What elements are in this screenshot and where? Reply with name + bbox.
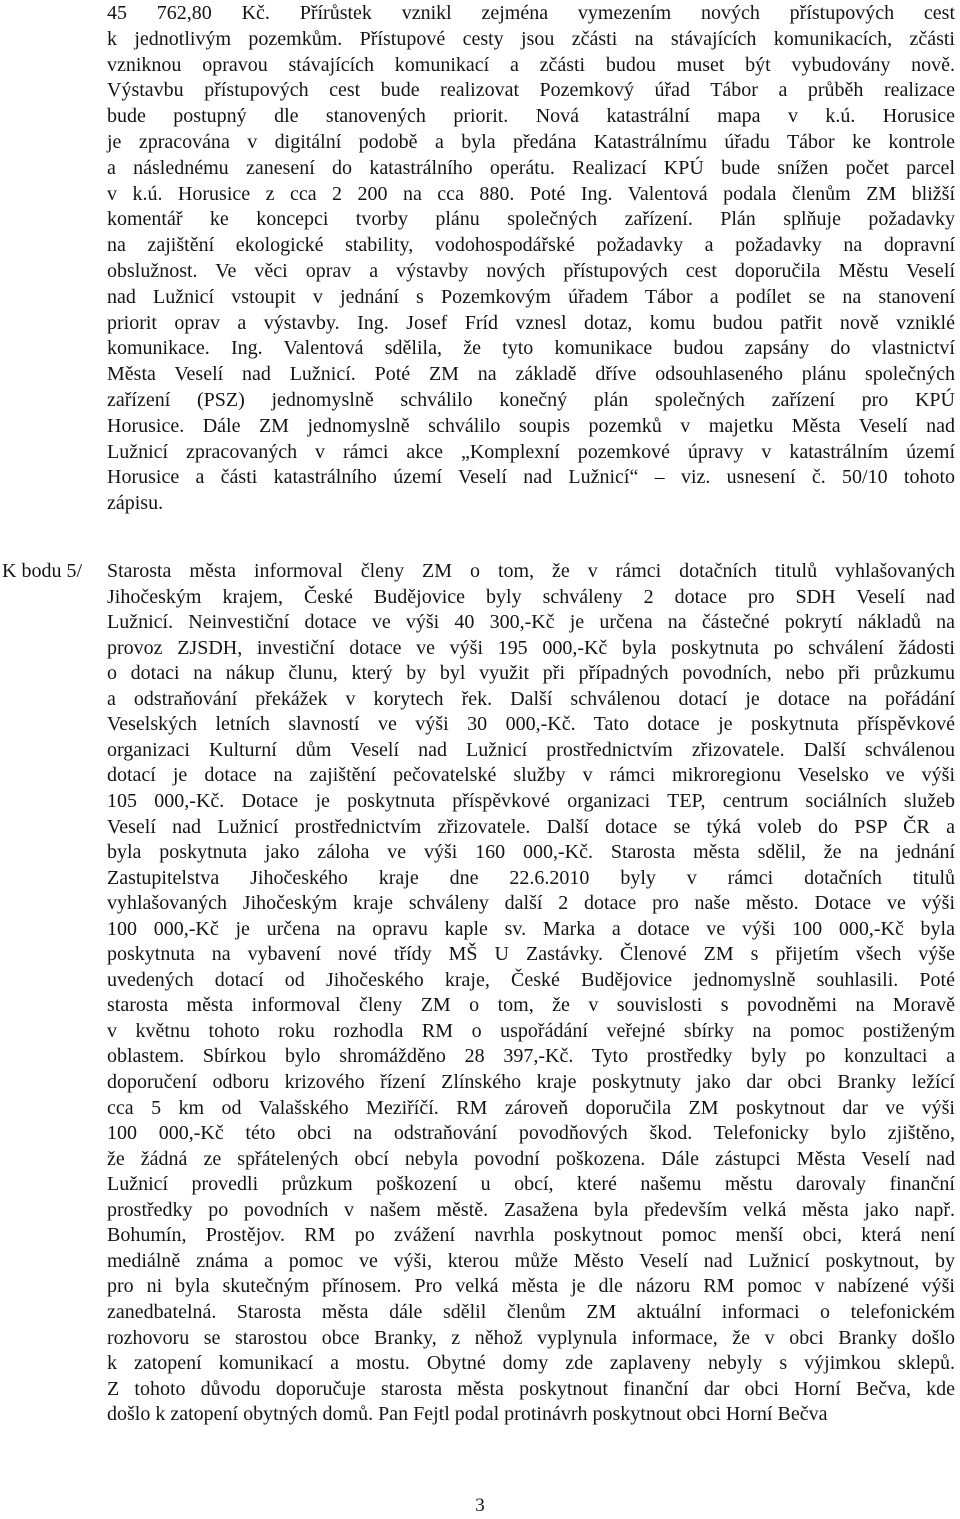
text-line: bude postupný dle stanovených priorit. Nová katastrální mapa v k.ú. Horusice [107, 105, 955, 128]
text-line: Bohumín, Prostějov. RM po zvážení navrhla poskytnout pomoc menší obci, která není [107, 1224, 955, 1247]
text-line: nad Lužnicí vstoupit v jednání s Pozemkovým úřadem Tábor a podílet se na stanovení [107, 285, 955, 308]
text-line: priorit oprav a výstavby. Ing. Josef Fríd vznesl dotaz, komu budou patřit nově vzniklé [107, 311, 955, 334]
text-line: Horusice. Dále ZM jednomyslně schválilo soupis pozemků v majetku Města Veselí nad [107, 414, 955, 437]
text-line: Horusice a části katastrálního území Veselí nad Lužnicí“ – viz. usnesení č. 50/10 tohoto [107, 466, 955, 489]
text-line: 105 000,-Kč. Dotace je poskytnuta příspěvkové organizaci TEP, centrum sociálních služeb [107, 789, 955, 812]
page-number: 3 [475, 1495, 485, 1516]
text-line: vzniknou opravou stávajících komunikací a zčásti budou muset být vybudovány nově. [107, 53, 955, 76]
text-line: k jednotlivým pozemkům. Přístupové cesty jsou zčásti na stávajících komunikacích, zčásti [107, 27, 955, 50]
text-line: 100 000,-Kč je určena na opravu kaple sv. Marka a dotace ve výši 100 000,-Kč byla [107, 917, 955, 940]
text-line: Z tohoto důvodu doporučuje starosta města poskytnout finanční dar obci Horní Bečva, kde [107, 1377, 955, 1400]
text-line: zanedbatelná. Starosta města dále sdělil členům ZM aktuální informaci o telefonickém [107, 1300, 955, 1323]
text-line: Lužnicí provedli průzkum poškození u obcí, které našemu městu darovaly finanční [107, 1173, 955, 1196]
text-line: zařízení (PSZ) jednomyslně schválilo konečný plán společných zařízení pro KPÚ [107, 389, 955, 411]
text-line: k zatopení komunikací a mostu. Obytné domy zde zaplaveny nebyly s výjimkou sklepů. [107, 1352, 955, 1375]
text-line: Veselí nad Lužnicí prostřednictvím zřizovatele. Další dotace se týká voleb do PSP ČR a [107, 815, 955, 838]
text-line: starosta města informoval členy ZM o tom, že v souvislosti s povodněmi na Moravě [107, 994, 955, 1017]
text-line: dotací je dotace na zajištění pečovatelské služby v rámci mikroregionu Veselsko ve výši [107, 764, 955, 787]
text-line: komunikace. Ing. Valentová sdělila, že tyto komunikace budou zapsány do vlastnictví [107, 337, 955, 360]
text-line: prostředky po povodních v našem městě. Zasažena byla především velká města jako např. [107, 1198, 955, 1221]
text-line: v k.ú. Horusice z cca 2 200 na cca 880. Poté Ing. Valentová podala členům ZM bližší [107, 182, 955, 205]
text-line: v květnu tohoto roku rozhodla RM o uspořádání veřejné sbírky na pomoc postiženým [107, 1019, 955, 1042]
text-line: cca 5 km od Valašského Meziříčí. RM zároveň doporučila ZM poskytnout dar ve výši [107, 1096, 955, 1119]
text-line: je zpracována v digitální podobě a byla předána Katastrálnímu úřadu Tábor ke kontrole [107, 131, 955, 153]
text-line: Výstavbu přístupových cest bude realizovat Pozemkový úřad Tábor a průběh realizace [107, 79, 955, 102]
item-5-label: K bodu 5/ [2, 560, 82, 582]
text-line: Jihočeským krajem, České Budějovice byly schváleny 2 dotace pro SDH Veselí nad [107, 585, 955, 608]
text-line: Zastupitelstva Jihočeského kraje dne 22.6.2010 byly v rámci dotačních titulů [107, 866, 955, 889]
text-line: Města Veselí nad Lužnicí. Poté ZM na základě dříve odsouhlaseného plánu společných [107, 363, 955, 386]
text-line: došlo k zatopení obytných domů. Pan Fejtl podal protinávrh poskytnout obci Horní Bečva [107, 1403, 828, 1426]
text-line: 45 762,80 Kč. Přírůstek vznikl zejména vymezením nových přístupových cest [107, 2, 955, 24]
text-line: obslužnost. Ve věci oprav a výstavby nových přístupových cest doporučila Městu Veselí [107, 260, 955, 282]
text-line: komentář ke koncepci tvorby plánu společných zařízení. Plán splňuje požadavky [107, 208, 955, 231]
text-line: byla poskytnuta jako záloha ve výši 160 000,-Kč. Starosta města sdělil, že na jednání [107, 841, 955, 864]
text-line: vyhlašovaných Jihočeským kraje schváleny další 2 dotace pro naše město. Dotace ve výši [107, 892, 955, 915]
text-line: na zajištění ekologické stability, vodohospodářské požadavky a požadavky na dopravní [107, 234, 955, 257]
text-line: a následnému zanesení do katastrálního operátu. Realizací KPÚ bude snížen počet parcel [107, 156, 955, 179]
text-line: že žádná ze spřátelených obcí nebyla povodní poškozena. Dále zástupci Města Veselí nad [107, 1147, 955, 1170]
text-line: o dotaci na nákup člunu, který by byl využit při případných povodních, nebo při průzkumu [107, 662, 955, 685]
text-line: rozhovoru se starostou obce Branky, z něhož vyplynula informace, že v obci Branky došlo [107, 1326, 955, 1349]
text-line: 100 000,-Kč této obci na odstraňování povodňových škod. Telefonicky bylo zjištěno, [107, 1122, 955, 1145]
text-line: doporučení odboru krizového řízení Zlínského kraje poskytnuty jako dar obci Branky ležící [107, 1071, 955, 1093]
text-line: a odstraňování překážek v korytech řek. Další schválenou dotací je dotace na pořádání [107, 687, 955, 710]
text-line: poskytnuta na vybavení nové třídy MŠ U Zastávky. Členové ZM s přijetím všech výše [107, 943, 955, 966]
text-line: mediálně známa a pomoc ve výši, kterou může Město Veselí nad Lužnicí poskytnout, by [107, 1249, 955, 1272]
text-line: provoz ZJSDH, investiční dotace ve výši 195 000,-Kč byla poskytnuta po schválení žádosti [107, 636, 955, 659]
text-line: oblastem. Sbírkou bylo shromážděno 28 397,-Kč. Tyto prostředky byly po konzultaci a [107, 1045, 955, 1068]
text-line: zápisu. [107, 492, 164, 515]
text-line: uvedených dotací od Jihočeského kraje, České Budějovice jednomyslně souhlasili. Poté [107, 968, 955, 991]
text-line: Starosta města informoval členy ZM o tom, že v rámci dotačních titulů vyhlašovaných [107, 560, 955, 582]
text-line: Veselských letních slavností ve výši 30 000,-Kč. Tato dotace je poskytnuta příspěvkové [107, 713, 955, 736]
text-line: Lužnicí. Neinvestiční dotace ve výši 40 300,-Kč je určena na částečné pokrytí nákladů na [107, 611, 955, 634]
text-line: pro ni byla skutečným přínosem. Pro velká města je dle názoru RM pomoc v nabízené výši [107, 1275, 955, 1298]
text-line: organizaci Kulturní dům Veselí nad Lužnicí prostřednictvím zřizovatele. Další schválenou [107, 738, 955, 761]
text-line: Lužnicí zpracovaných v rámci akce „Komplexní pozemkové úpravy v katastrálním území [107, 440, 955, 463]
